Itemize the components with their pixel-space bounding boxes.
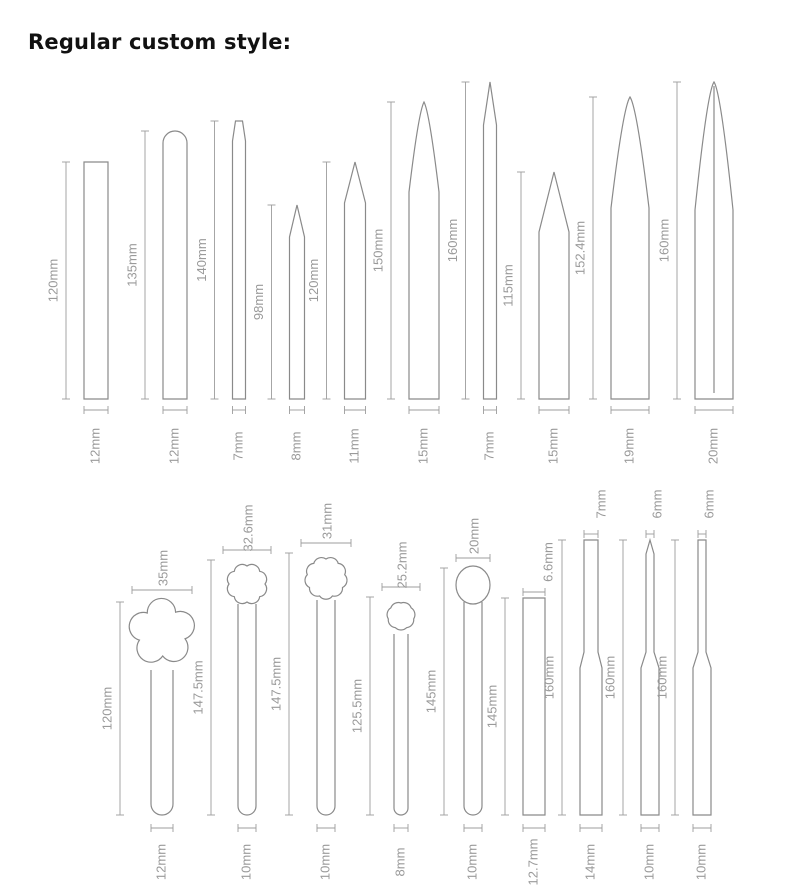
- cloud-stick-a-head: [227, 564, 266, 603]
- flat-stick-outline: [84, 162, 108, 399]
- thin-skewer-length-label: 160mm: [444, 218, 460, 263]
- flat-narrow-stick-head-label: 6.6mm: [540, 542, 556, 582]
- wide-spear-stick-length-label: 160mm: [656, 218, 672, 263]
- wide-spear-stick-width-label: 20mm: [705, 427, 721, 465]
- small-cloud-stick-head-label: 25.2mm: [394, 541, 410, 589]
- wide-pointed-stick-outline: [539, 172, 569, 399]
- broad-tapered-stick-outline: [611, 97, 649, 399]
- pointed-step-stick-head-label: 6mm: [649, 489, 665, 519]
- cloud-stick-a-handle: [238, 604, 256, 815]
- small-cloud-stick-head: [387, 603, 415, 630]
- narrow-step-stick-head-label: 6mm: [701, 489, 717, 519]
- flower-stick-head: [129, 598, 194, 662]
- thin-skewer-outline: [484, 82, 497, 399]
- stepped-stick-head-label: 7mm: [593, 489, 609, 519]
- flower-stick-width-label: 12mm: [153, 843, 169, 881]
- page-title: Regular custom style:: [28, 30, 292, 54]
- spoon-stick-head: [456, 566, 490, 604]
- narrow-pointed-stick-width-label: 7mm: [230, 431, 246, 461]
- spoon-stick-handle: [464, 602, 482, 815]
- flower-stick-handle: [151, 670, 173, 815]
- pointed-step-stick-width-label: 10mm: [641, 843, 657, 881]
- narrow-pointed-stick-outline: [233, 121, 246, 399]
- narrow-step-stick-width-label: 10mm: [693, 843, 709, 881]
- wide-pointed-stick-width-label: 15mm: [545, 427, 561, 465]
- thin-skewer-width-label: 7mm: [481, 431, 497, 461]
- short-pointed-stick-outline: [290, 205, 305, 399]
- short-pointed-stick-length-label: 98mm: [250, 283, 266, 321]
- spoon-stick-head-label: 20mm: [466, 517, 482, 555]
- flower-stick-head-label: 35mm: [155, 549, 171, 587]
- small-cloud-stick-width-label: 8mm: [392, 847, 408, 877]
- broad-tapered-stick-length-label: 152.4mm: [572, 220, 588, 276]
- cloud-stick-b-head-label: 31mm: [319, 502, 335, 540]
- narrow-step-stick-length-label: 160mm: [654, 655, 670, 700]
- wide-pointed-stick-length-label: 115mm: [500, 264, 516, 307]
- pointed-stick-length-label: 120mm: [305, 258, 321, 303]
- long-tapered-stick-length-label: 150mm: [370, 228, 386, 273]
- narrow-pointed-stick-length-label: 140mm: [193, 238, 209, 282]
- flat-narrow-stick-length-label: 145mm: [484, 684, 500, 729]
- narrow-step-stick-outline: [693, 540, 711, 815]
- long-tapered-stick-width-label: 15mm: [415, 427, 431, 465]
- rounded-stick-outline: [163, 131, 187, 399]
- pointed-step-stick-length-label: 160mm: [602, 655, 618, 700]
- flat-stick-width-label: 12mm: [87, 427, 103, 465]
- stepped-stick-width-label: 14mm: [582, 843, 598, 881]
- rounded-stick-length-label: 135mm: [124, 243, 140, 287]
- cloud-stick-a-head-label: 32.6mm: [240, 504, 256, 552]
- flat-narrow-stick-width-label: 12.7mm: [525, 838, 541, 886]
- cloud-stick-a-length-label: 147.5mm: [190, 660, 206, 715]
- cloud-stick-b-head: [305, 558, 347, 600]
- pointed-stick-width-label: 11mm: [346, 428, 362, 464]
- long-tapered-stick-outline: [409, 102, 439, 399]
- spoon-stick-length-label: 145mm: [423, 669, 439, 714]
- flower-stick-length-label: 120mm: [99, 686, 115, 731]
- short-pointed-stick-width-label: 8mm: [288, 431, 304, 461]
- stepped-stick-outline: [580, 540, 602, 815]
- pointed-stick-outline: [345, 162, 366, 399]
- cloud-stick-b-length-label: 147.5mm: [268, 656, 284, 712]
- cloud-stick-b-handle: [317, 600, 335, 815]
- flat-stick-length-label: 120mm: [45, 258, 61, 303]
- cloud-stick-a-width-label: 10mm: [238, 843, 254, 881]
- stepped-stick-length-label: 160mm: [541, 655, 557, 700]
- spoon-stick-width-label: 10mm: [464, 843, 480, 881]
- rounded-stick-width-label: 12mm: [166, 427, 182, 465]
- small-cloud-stick-handle: [394, 634, 408, 815]
- flat-narrow-stick-outline: [523, 598, 545, 815]
- broad-tapered-stick-width-label: 19mm: [621, 427, 637, 465]
- small-cloud-stick-length-label: 125.5mm: [349, 678, 365, 734]
- cloud-stick-b-width-label: 10mm: [317, 843, 333, 881]
